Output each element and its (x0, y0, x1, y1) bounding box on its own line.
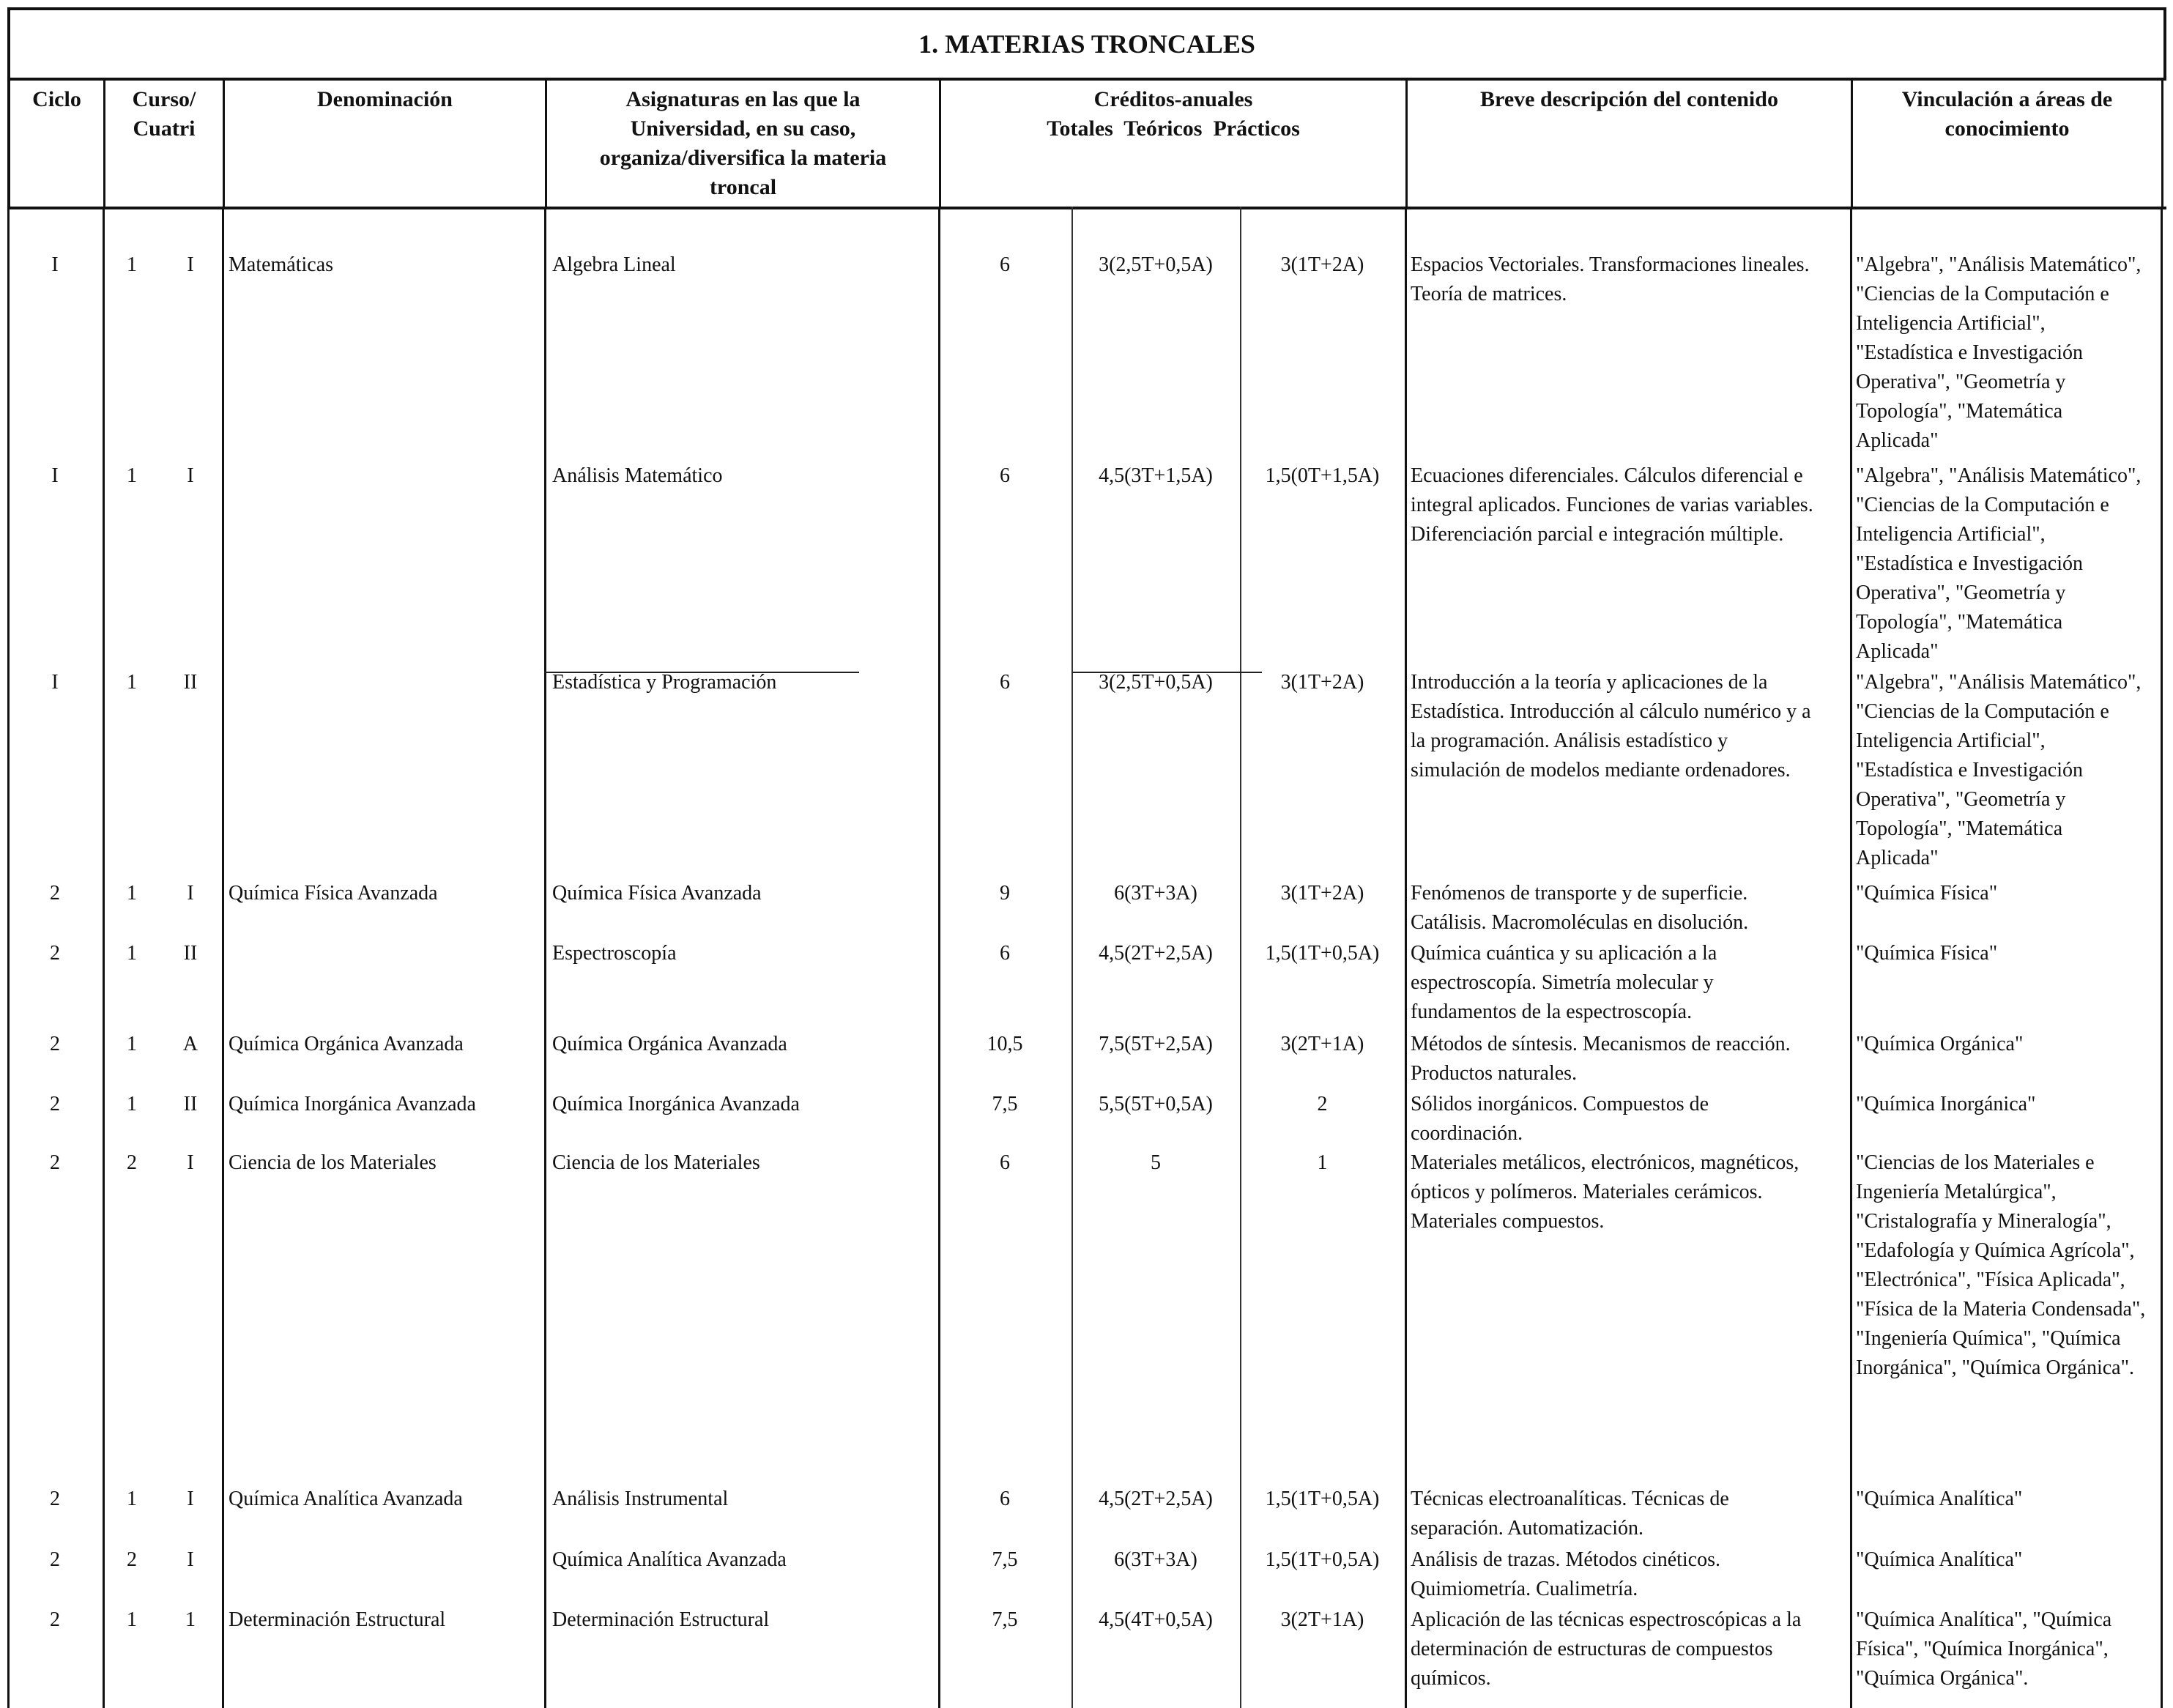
col-rule-denominacion (544, 207, 546, 1708)
descripcion-line: Métodos de síntesis. Mecanismos de reacción. (1411, 1033, 1791, 1055)
vinculacion-line: "Estadística e Investigación (1856, 552, 2083, 575)
cell-descripcion (1411, 1090, 1847, 1148)
cell-vinculacion (1856, 1485, 2159, 1514)
col-rule-right (2161, 207, 2163, 1708)
cell-descripcion (1411, 1545, 1847, 1604)
vinculacion-line: "Ciencias de los Materiales e (1856, 1151, 2095, 1174)
cell-curso: 1 (127, 1093, 137, 1115)
descripcion-line: Productos naturales. (1411, 1062, 1578, 1085)
vinculacion-line: "Química Física" (1856, 882, 1998, 905)
cell-ciclo: 2 (50, 1151, 60, 1174)
cell-denominacion: Determinación Estructural (229, 1608, 446, 1631)
cell-curso: 1 (127, 671, 137, 694)
cell-vinculacion (1856, 1545, 2159, 1575)
header-asignaturas-line1: Asignaturas en las que la (625, 87, 861, 111)
cell-descripcion (1411, 668, 1847, 785)
vinculacion-line: Topología", "Matemática (1856, 400, 2063, 423)
cell-curso: 1 (127, 464, 137, 487)
vinculacion-line: "Electrónica", "Física Aplicada", (1856, 1269, 2125, 1291)
vinculacion-line: Topología", "Matemática (1856, 611, 2063, 634)
cell-cuatri: I (187, 1488, 194, 1510)
vinculacion-line: "Ciencias de la Computación e (1856, 700, 2109, 723)
descripcion-line: simulación de modelos mediante ordenadores. (1411, 759, 1791, 781)
page-title: 1. MATERIAS TRONCALES (7, 7, 2166, 78)
cell-denominacion: Química Física Avanzada (229, 882, 438, 905)
descripcion-line: separación. Automatización. (1411, 1517, 1643, 1540)
vinculacion-line: "Química Analítica" (1856, 1488, 2023, 1510)
vinculacion-line: "Física de la Materia Condensada", (1856, 1298, 2146, 1321)
cell-asignatura: Química Física Avanzada (552, 882, 762, 905)
descripcion-line: Aplicación de las técnicas espectroscópicas a la (1411, 1608, 1802, 1631)
header-descripcion (1408, 81, 1853, 207)
cell-totales: 6 (1000, 671, 1010, 694)
cell-curso: 1 (127, 1608, 137, 1631)
descripcion-line: Espacios Vectoriales. Transformaciones lineales. (1411, 253, 1810, 276)
cell-ciclo: 2 (50, 1093, 60, 1115)
cell-vinculacion (1856, 1090, 2159, 1119)
descripcion-line: ópticos y polímeros. Materiales cerámicos. (1411, 1181, 1763, 1203)
cell-totales: 10,5 (987, 1033, 1023, 1055)
cell-totales: 6 (1000, 1488, 1010, 1510)
cell-ciclo: 2 (50, 1033, 60, 1055)
cell-denominacion: Ciencia de los Materiales (229, 1151, 437, 1174)
table-header (7, 78, 2166, 209)
header-creditos-line1: Créditos-anuales (1093, 87, 1253, 111)
header-curso-line2: Cuatri (133, 116, 196, 141)
header-asignaturas-line3: organiza/diversifica la materia (599, 146, 887, 170)
cell-cuatri: II (183, 942, 198, 965)
cell-vinculacion (1856, 879, 2159, 908)
header-descripcion-label: Breve descripción del contenido (1480, 87, 1778, 111)
descripcion-line: espectroscopía. Simetría molecular y (1411, 971, 1714, 994)
vinculacion-line: Operativa", "Geometría y (1856, 371, 2066, 393)
cell-practicos: 1,5(1T+0,5A) (1265, 1488, 1380, 1510)
descripcion-line: integral aplicados. Funciones de varias variables. (1411, 494, 1813, 516)
cell-ciclo: 2 (50, 1548, 60, 1571)
vinculacion-line: "Ciencias de la Computación e (1856, 283, 2109, 305)
vinculacion-line: "Ingeniería Química", "Química (1856, 1327, 2121, 1350)
cell-ciclo: I (51, 253, 59, 276)
cell-curso: 1 (127, 1488, 137, 1510)
cell-descripcion (1411, 1605, 1847, 1693)
cell-cuatri: I (187, 1151, 194, 1174)
vinculacion-line: Operativa", "Geometría y (1856, 788, 2066, 811)
cell-cuatri: 1 (185, 1608, 196, 1631)
cell-vinculacion (1856, 1148, 2159, 1383)
cell-teoricos: 4,5(4T+0,5A) (1099, 1608, 1213, 1631)
cell-practicos: 3(1T+2A) (1280, 882, 1364, 905)
descripcion-line: Química cuántica y su aplicación a la (1411, 942, 1717, 965)
vinculacion-line: Operativa", "Geometría y (1856, 582, 2066, 604)
cell-teoricos: 3(2,5T+0,5A) (1099, 253, 1213, 276)
descripcion-line: Materiales compuestos. (1411, 1210, 1605, 1233)
cell-vinculacion (1856, 250, 2159, 456)
cell-cuatri: I (187, 464, 194, 487)
cell-vinculacion (1856, 668, 2159, 873)
cell-curso: 1 (127, 1033, 137, 1055)
vinculacion-line: "Química Inorgánica" (1856, 1093, 2036, 1115)
cell-asignatura: Algebra Lineal (552, 253, 676, 276)
cell-vinculacion (1856, 939, 2159, 968)
cell-descripcion (1411, 1485, 1847, 1543)
cell-totales: 7,5 (992, 1093, 1018, 1115)
cell-vinculacion (1856, 461, 2159, 667)
header-curso (105, 81, 225, 207)
descripcion-line: Teoría de matrices. (1411, 283, 1567, 305)
cell-totales: 9 (1000, 882, 1010, 905)
vinculacion-line: "Química Física" (1856, 942, 1998, 965)
cell-ciclo: I (51, 671, 59, 694)
descripcion-line: Catálisis. Macromoléculas en disolución. (1411, 911, 1749, 934)
cell-totales: 7,5 (992, 1608, 1018, 1631)
cell-teoricos: 6(3T+3A) (1114, 1548, 1197, 1571)
cell-descripcion (1411, 939, 1847, 1027)
vinculacion-line: "Química Analítica" (1856, 1548, 2023, 1571)
cell-teoricos: 7,5(5T+2,5A) (1099, 1033, 1213, 1055)
cell-curso: 2 (127, 1548, 137, 1571)
cell-ciclo: I (51, 464, 59, 487)
cell-asignatura: Química Orgánica Avanzada (552, 1033, 787, 1055)
header-creditos (941, 81, 1408, 207)
vinculacion-line: "Algebra", "Análisis Matemático", (1856, 464, 2142, 487)
vinculacion-line: Ingeniería Metalúrgica", (1856, 1181, 2057, 1203)
cell-asignatura: Estadística y Programación (552, 671, 777, 694)
header-asignaturas-line2: Universidad, en su caso, (630, 116, 856, 141)
vinculacion-line: "Ciencias de la Computación e (1856, 494, 2109, 516)
cell-teoricos: 5 (1151, 1151, 1161, 1174)
cell-asignatura: Química Analítica Avanzada (552, 1548, 787, 1571)
cell-vinculacion (1856, 1605, 2159, 1693)
vinculacion-line: "Química Analítica", "Química (1856, 1608, 2112, 1631)
cell-cuatri: II (183, 671, 198, 694)
cell-practicos: 1,5(1T+0,5A) (1265, 1548, 1380, 1571)
cell-asignatura: Espectroscopía (552, 942, 677, 965)
cell-teoricos: 4,5(2T+2,5A) (1099, 1488, 1213, 1510)
cell-practicos: 3(1T+2A) (1280, 253, 1364, 276)
descripcion-line: Introducción a la teoría y aplicaciones de la (1411, 671, 1768, 694)
cell-teoricos: 5,5(5T+0,5A) (1099, 1093, 1213, 1115)
descripcion-line: Técnicas electroanalíticas. Técnicas de (1411, 1488, 1729, 1510)
header-curso-line1: Curso/ (132, 87, 196, 111)
descripcion-line: Materiales metálicos, electrónicos, magnéticos, (1411, 1151, 1799, 1174)
document-page (7, 7, 2166, 1704)
cell-totales: 7,5 (992, 1548, 1018, 1571)
cell-cuatri: I (187, 882, 194, 905)
descripcion-line: la programación. Análisis estadístico y (1411, 729, 1728, 752)
cell-practicos: 3(1T+2A) (1280, 671, 1364, 694)
cell-cuatri: I (187, 1548, 194, 1571)
vinculacion-line: "Cristalografía y Mineralogía", (1856, 1210, 2111, 1233)
vinculacion-line: Inteligencia Artificial", (1856, 523, 2046, 546)
descripcion-line: químicos. (1411, 1667, 1491, 1690)
cell-asignatura: Determinación Estructural (552, 1608, 770, 1631)
vinculacion-line: Física", "Química Inorgánica", (1856, 1638, 2109, 1660)
cell-practicos: 3(2T+1A) (1280, 1033, 1364, 1055)
cell-totales: 6 (1000, 464, 1010, 487)
cell-asignatura: Ciencia de los Materiales (552, 1151, 760, 1174)
cell-descripcion (1411, 879, 1847, 937)
vinculacion-line: Inteligencia Artificial", (1856, 729, 2046, 752)
cell-cuatri: I (187, 253, 194, 276)
vinculacion-line: Inteligencia Artificial", (1856, 312, 2046, 335)
cell-ciclo: 2 (50, 882, 60, 905)
cell-asignatura: Análisis Instrumental (552, 1488, 729, 1510)
header-ciclo (10, 81, 105, 207)
vinculacion-line: "Estadística e Investigación (1856, 759, 2083, 781)
col-rule-descripcion (1850, 207, 1852, 1708)
vinculacion-line: Inorgánica", "Química Orgánica". (1856, 1356, 2135, 1379)
col-rule-practicos (1405, 207, 1407, 1708)
vinculacion-line: Topología", "Matemática (1856, 817, 2063, 840)
vinculacion-line: "Química Orgánica". (1856, 1667, 2029, 1690)
descripcion-line: Estadística. Introducción al cálculo numérico y a (1411, 700, 1811, 723)
cell-curso: 2 (127, 1151, 137, 1174)
cell-practicos: 1,5(1T+0,5A) (1265, 942, 1380, 965)
descripcion-line: Análisis de trazas. Métodos cinéticos. (1411, 1548, 1721, 1571)
cell-denominacion: Química Orgánica Avanzada (229, 1033, 464, 1055)
cell-denominacion: Química Inorgánica Avanzada (229, 1093, 476, 1115)
cell-totales: 6 (1000, 1151, 1010, 1174)
descripcion-line: Fenómenos de transporte y de superficie. (1411, 882, 1748, 905)
descripcion-line: determinación de estructuras de compuestos (1411, 1638, 1773, 1660)
vinculacion-line: "Algebra", "Análisis Matemático", (1856, 253, 2142, 276)
cell-curso: 1 (127, 942, 137, 965)
vinculacion-line: Aplicada" (1856, 640, 1939, 663)
cell-cuatri: A (182, 1033, 198, 1055)
cell-denominacion: Química Analítica Avanzada (229, 1488, 463, 1510)
header-asignaturas-line4: troncal (709, 175, 777, 199)
header-vinculacion-line2: conocimiento (1944, 116, 2070, 141)
cell-ciclo: 2 (50, 942, 60, 965)
vinculacion-line: "Algebra", "Análisis Matemático", (1856, 671, 2142, 694)
descripcion-line: fundamentos de la espectroscopía. (1411, 1000, 1693, 1023)
header-vinculacion-line1: Vinculación a áreas de (1901, 87, 2113, 111)
descripcion-line: Ecuaciones diferenciales. Cálculos diferencial e (1411, 464, 1803, 487)
cell-totales: 6 (1000, 942, 1010, 965)
cell-asignatura: Análisis Matemático (552, 464, 723, 487)
header-vinculacion (1853, 81, 2163, 207)
header-asignaturas (547, 81, 941, 207)
vinculacion-line: "Estadística e Investigación (1856, 341, 2083, 364)
vinculacion-line: "Química Orgánica" (1856, 1033, 2024, 1055)
header-denominacion (225, 81, 547, 207)
descripcion-line: Quimiometría. Cualimetría. (1411, 1578, 1638, 1600)
cell-cuatri: II (183, 1093, 198, 1115)
vinculacion-line: "Edafología y Química Agrícola", (1856, 1239, 2135, 1262)
cell-practicos: 1,5(0T+1,5A) (1265, 464, 1380, 487)
cell-practicos: 3(2T+1A) (1280, 1608, 1364, 1631)
header-ciclo-label: Ciclo (32, 87, 81, 111)
cell-denominacion: Matemáticas (229, 253, 334, 276)
cell-ciclo: 2 (50, 1608, 60, 1631)
vinculacion-line: Aplicada" (1856, 847, 1939, 869)
descripcion-line: Diferenciación parcial e integración múltiple. (1411, 523, 1784, 546)
cell-practicos: 2 (1317, 1093, 1328, 1115)
cell-descripcion (1411, 1148, 1847, 1236)
cell-descripcion (1411, 250, 1847, 309)
cell-curso: 1 (127, 253, 137, 276)
descripcion-line: coordinación. (1411, 1122, 1523, 1145)
cell-teoricos: 3(2,5T+0,5A) (1099, 671, 1213, 694)
header-denominacion-label: Denominación (316, 87, 453, 111)
cell-totales: 6 (1000, 253, 1010, 276)
cell-descripcion (1411, 1030, 1847, 1088)
cell-vinculacion (1856, 1030, 2159, 1059)
header-creditos-line2: Totales Teóricos Prácticos (1047, 116, 1300, 141)
cell-descripcion (1411, 461, 1847, 549)
cell-ciclo: 2 (50, 1488, 60, 1510)
vinculacion-line: Aplicada" (1856, 429, 1939, 452)
cell-practicos: 1 (1317, 1151, 1328, 1174)
cell-asignatura: Química Inorgánica Avanzada (552, 1093, 800, 1115)
cell-teoricos: 4,5(2T+2,5A) (1099, 942, 1213, 965)
cell-curso: 1 (127, 882, 137, 905)
cell-teoricos: 6(3T+3A) (1114, 882, 1197, 905)
cell-teoricos: 4,5(3T+1,5A) (1099, 464, 1213, 487)
descripcion-line: Sólidos inorgánicos. Compuestos de (1411, 1093, 1709, 1115)
